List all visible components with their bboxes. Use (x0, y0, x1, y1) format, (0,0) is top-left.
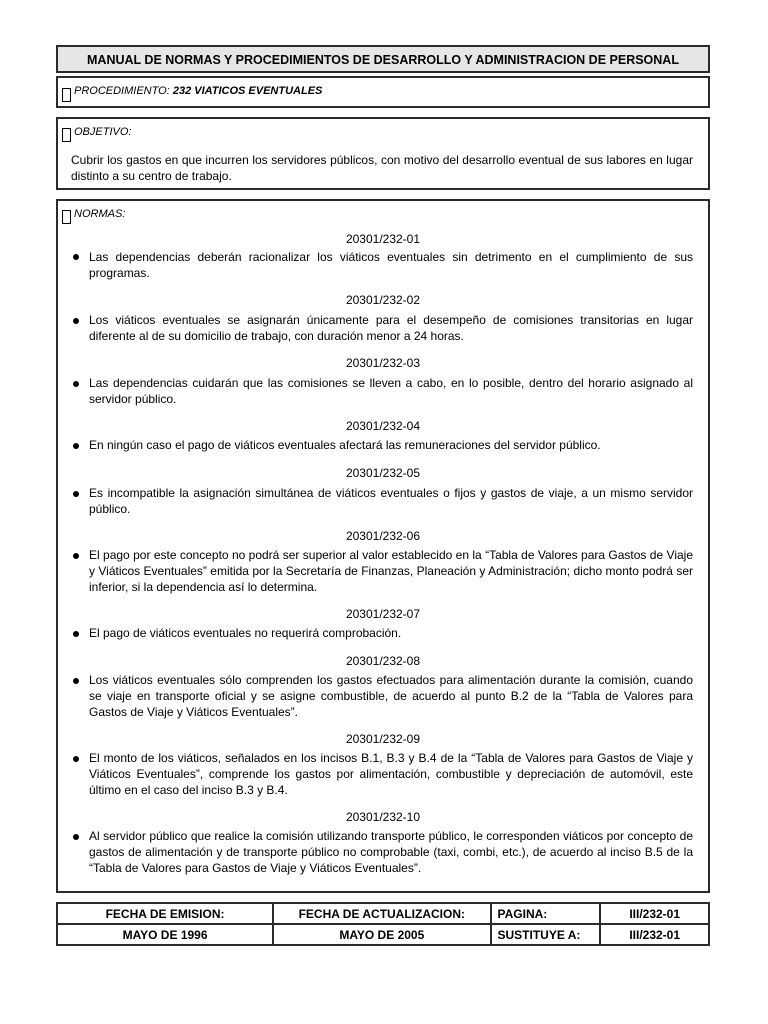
bullet-icon (73, 381, 79, 387)
pagina-label: PAGINA: (491, 903, 601, 924)
procedimiento-label (74, 85, 322, 97)
norma-text: En ningún caso el pago de viáticos eventuales afectará las remuneraciones del servidor público. (89, 438, 601, 452)
bullet-icon (73, 834, 79, 840)
norma-text: Las dependencias deberán racionalizar los viáticos eventuales sin detrimento en el cumplimiento de sus programas. (89, 250, 693, 280)
norma-code: 20301/232-05 (345, 466, 421, 480)
norma-text: El pago por este concepto no podrá ser superior al valor establecido en la “Tabla de Valores para Gastos de Viaje y Viáticos Eventuales” emitida por la Secretaría de Finanzas, Planeación y Administración; dicho monto podrá ser inferior, si la dependencia así lo determina. (89, 548, 693, 594)
procedimiento-value: 232 VIATICOS EVENTUALES (172, 85, 323, 97)
norma-text: El pago de viáticos eventuales no requerirá comprobación. (89, 626, 402, 640)
manual-title: MANUAL DE NORMAS Y PROCEDIMIENTOS DE DESARROLLO Y ADMINISTRACION DE PERSONAL (87, 53, 679, 67)
objetivo-text: Cubrir los gastos en que incurren los servidores públicos, con motivo del desarrollo eventual de sus labores en lugar distinto a su centro de trabajo. (71, 153, 693, 183)
norma-code: 20301/232-03 (345, 356, 421, 370)
normas-label: NORMAS: (74, 208, 126, 220)
bullet-icon (73, 443, 79, 449)
table-row (57, 924, 709, 945)
bullet-icon (73, 491, 79, 497)
objetivo-section (56, 117, 710, 190)
checkbox-icon (62, 128, 71, 142)
norma-text: Las dependencias cuidarán que las comisiones se lleven a cabo, en lo posible, dentro del horario asignado al servidor público. (89, 376, 693, 406)
norma-code: 20301/232-01 (345, 232, 421, 246)
sustituye-label: SUSTITUYE A: (491, 924, 601, 945)
footer-table (56, 902, 710, 946)
normas-section (56, 199, 710, 893)
fecha-actualizacion-label: FECHA DE ACTUALIZACION: (273, 903, 490, 924)
norma-code: 20301/232-07 (345, 607, 421, 621)
bullet-icon (73, 318, 79, 324)
norma-text: Al servidor público que realice la comisión utilizando transporte público, le corresponden viáticos por concepto de gastos de alimentación y de transporte público no comprobable (taxi, combi, etc.), de acuerdo al inciso B.5 de la “Tabla de Valores para Gastos de Viaje y Viáticos Eventuales”. (89, 829, 693, 875)
norma-code: 20301/232-08 (345, 654, 421, 668)
fecha-actualizacion-value: MAYO DE 2005 (273, 924, 490, 945)
norma-text: Los viáticos eventuales se asignarán únicamente para el desempeño de comisiones transitorias en lugar diferente al de su domicilio de trabajo, con duración menor a 24 horas. (89, 313, 693, 343)
norma-code: 20301/232-02 (345, 293, 421, 307)
manual-header (56, 45, 710, 73)
bullet-icon (73, 254, 79, 260)
bullet-icon (73, 631, 79, 637)
bullet-icon (73, 678, 79, 684)
bullet-icon (73, 756, 79, 762)
procedimiento-section (56, 76, 710, 108)
norma-code: 20301/232-09 (345, 732, 421, 746)
procedimiento-label-text: PROCEDIMIENTO: (74, 85, 170, 97)
checkbox-icon (62, 88, 71, 102)
table-row (57, 903, 709, 924)
fecha-emision-label: FECHA DE EMISION: (57, 903, 273, 924)
checkbox-icon (62, 210, 71, 224)
bullet-icon (73, 553, 79, 559)
objetivo-label: OBJETIVO: (74, 126, 132, 138)
norma-code: 20301/232-04 (345, 419, 421, 433)
norma-text: El monto de los viáticos, señalados en los incisos B.1, B.3 y B.4 de la “Tabla de Valores para Gastos de Viaje y Viáticos Eventuales”, comprende los gastos por alimentación, combustible y depreciación de automóvil, este último en el caso del inciso B.3 y B.4. (89, 751, 693, 797)
fecha-emision-value: MAYO DE 1996 (57, 924, 273, 945)
sustituye-value: III/232-01 (600, 924, 709, 945)
pagina-value: III/232-01 (600, 903, 709, 924)
norma-code: 20301/232-06 (345, 529, 421, 543)
norma-text: Los viáticos eventuales sólo comprenden los gastos efectuados para alimentación durante la comisión, cuando se viaje en transporte oficial y se asigne combustible, de acuerdo al punto B.2 de la “Tabla de Valores para Gastos de Viaje y Viáticos Eventuales”. (89, 673, 693, 719)
norma-code: 20301/232-10 (345, 810, 421, 824)
norma-text: Es incompatible la asignación simultánea de viáticos eventuales o fijos y gastos de viaje, a un mismo servidor público. (89, 486, 693, 516)
